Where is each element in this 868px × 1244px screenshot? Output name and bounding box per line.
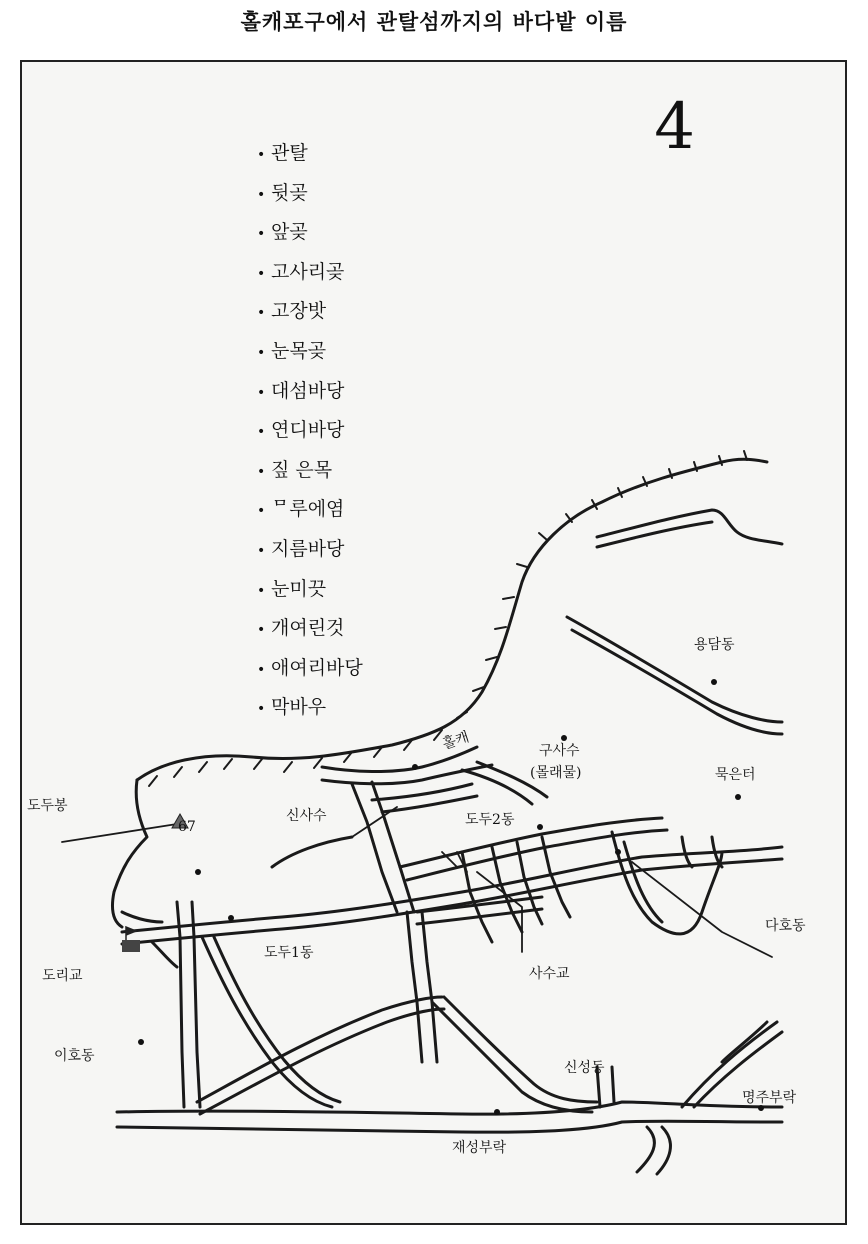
list-item: • 개여린것: [257, 617, 345, 640]
label-daho: 다호동: [765, 918, 806, 934]
label-myeongju: 명주부락: [742, 1090, 797, 1106]
west-coastline: [112, 780, 147, 927]
page-title: 홀캐포구에서 관탈섬까지의 바다밭 이름: [240, 10, 628, 34]
list-item: • 고장밧: [257, 300, 327, 323]
label-gusasu: 구사수: [539, 743, 580, 759]
list-item: • 고사리곶: [257, 260, 345, 283]
label-mugeunteo: 묵은터: [715, 767, 756, 783]
map-number: 4: [654, 90, 695, 164]
sea-field-name-list: [257, 134, 363, 728]
label-dodubong-height: 67: [178, 819, 196, 835]
label-yongdam: 용담동: [694, 637, 735, 653]
list-item: • 뒷곶: [257, 181, 308, 204]
label-jaeseong: 재성부락: [452, 1140, 507, 1156]
list-item: • 대섬바당: [257, 379, 345, 402]
list-item: • 지름바당: [257, 537, 345, 560]
label-sinseong: 신성동: [564, 1060, 605, 1076]
label-dodu2: 도두2동: [465, 812, 515, 828]
label-holkae: 홀캐: [440, 729, 472, 753]
label-dodu1: 도두1동: [264, 945, 314, 961]
map-frame: [20, 60, 847, 1225]
list-item: • 막바우: [257, 696, 327, 719]
list-item: • 눈미끗: [257, 577, 327, 600]
list-item: • 짚 은목: [257, 458, 333, 481]
list-item: • 애여리바당: [257, 656, 363, 679]
label-iho: 이호동: [54, 1048, 95, 1064]
label-dodubong: 도두봉: [27, 798, 68, 814]
list-item: • 눈목곶: [257, 339, 327, 362]
label-sinsasu: 신사수: [286, 808, 327, 824]
dodubong-leader: [62, 824, 177, 842]
list-item: • ᄆ루에염: [257, 498, 345, 521]
list-item: • 관탈: [257, 142, 308, 164]
label-dori: 도리교: [42, 968, 83, 984]
list-item: • 앞곶: [257, 221, 308, 244]
label-mollaemul: (몰래물): [530, 765, 582, 781]
label-sasu: 사수교: [529, 966, 570, 982]
list-item: • 연디바당: [257, 419, 345, 442]
